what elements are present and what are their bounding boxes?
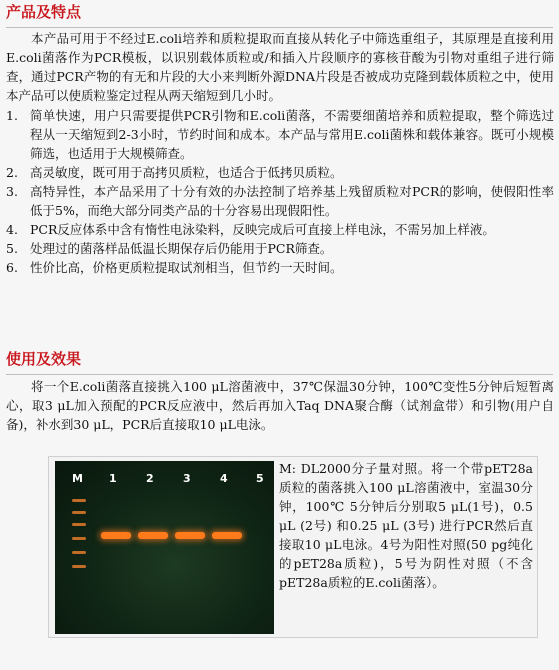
lane-label-3: 3 xyxy=(183,472,191,485)
gel-image xyxy=(55,461,274,634)
gel-caption: M: DL2000分子量对照。将一个带pET28a质粒的菌落挑入100 μL溶菌液中，室温30分钟，100℃ 5分钟后分别取5 μL(1号)，0.5 μL (2号) 和0.25 μL (3号) 进行PCR然后直接取10 μL电泳。4号为阳性对照(50 pg纯化的pET28a质粒)，5号为阴性对照（不含pET28a质粒的E.coli菌落）。 xyxy=(279,461,533,590)
feature-item xyxy=(6,106,554,163)
section-heading-usage: 使用及效果 xyxy=(6,350,82,368)
gel-figure-panel xyxy=(48,456,538,638)
feature-text: 处理过的菌落样品低温长期保存后仍能用于PCR筛查。 xyxy=(30,241,333,256)
pcr-band-lane-1 xyxy=(101,532,131,539)
feature-number: 4. xyxy=(6,222,18,237)
feature-item xyxy=(6,239,554,258)
feature-number: 1. xyxy=(6,108,18,123)
lane-label-4: 4 xyxy=(220,472,228,485)
ladder-band xyxy=(72,499,86,502)
feature-text: 高灵敏度，既可用于高拷贝质粒，也适合于低拷贝质粒。 xyxy=(30,165,343,180)
pcr-band-lane-4 xyxy=(212,532,242,539)
ladder-band xyxy=(72,537,86,540)
intro-paragraph: 本产品可用于不经过E.coli培养和质粒提取而直接从转化子中筛选重组子，其原理是直接利用E.coli菌落作为PCR模板，以识别载体质粒或/和插入片段顺序的寡核苷酸为引物对重组子进行筛查，通过PCR产物的有无和片段的大小来判断外源DNA片段是否被成功克隆到载体质粒之中，使用本产品可以使质粒鉴定过程从两天缩短到几小时。 xyxy=(6,31,554,103)
ladder-band xyxy=(72,523,86,526)
feature-item xyxy=(6,220,554,239)
feature-number: 3. xyxy=(6,184,18,199)
feature-number: 6. xyxy=(6,260,18,275)
heading-underline xyxy=(6,374,553,375)
lane-label-m: M xyxy=(72,472,83,485)
feature-text: 高特异性，本产品采用了十分有效的办法控制了培养基上残留质粒对PCR的影响，使假阳性率低于5%，而绝大部分同类产品的十分容易出现假阳性。 xyxy=(30,184,554,218)
feature-number: 2. xyxy=(6,165,18,180)
section-heading-features: 产品及特点 xyxy=(6,3,82,21)
feature-item xyxy=(6,258,554,277)
ladder-band xyxy=(72,565,86,568)
feature-item xyxy=(6,163,554,182)
pcr-band-lane-2 xyxy=(138,532,168,539)
pcr-band-lane-3 xyxy=(175,532,205,539)
feature-list xyxy=(6,106,554,277)
feature-item xyxy=(6,182,554,220)
feature-text: 性价比高，价格更质粒提取试剂相当，但节约一天时间。 xyxy=(30,260,343,275)
feature-text: PCR反应体系中含有惰性电泳染料，反映完成后可直接上样电泳，不需另加上样液。 xyxy=(30,222,495,237)
lane-label-5: 5 xyxy=(256,472,264,485)
usage-paragraph: 将一个E.coli菌落直接挑入100 μL溶菌液中，37℃保温30分钟，100℃变性5分钟后短暂离心，取3 μL加入预配的PCR反应液中，然后再加入Taq DNA聚合酶（试剂盒带）和引物(用户自备)，补水到30 μL，PCR后直接取10 μL电泳。 xyxy=(6,379,554,432)
lane-label-2: 2 xyxy=(146,472,154,485)
feature-text: 简单快速，用户只需要提供PCR引物和E.coli菌落，不需要细菌培养和质粒提取，整个筛选过程从一天缩短到2-3小时，节约时间和成本。本产品与常用E.coli菌株和载体兼容。既可小规模筛选，也适用于大规模筛查。 xyxy=(30,108,554,161)
lane-label-1: 1 xyxy=(109,472,117,485)
heading-underline xyxy=(6,27,553,28)
ladder-band xyxy=(72,511,86,514)
ladder-band xyxy=(72,551,86,554)
feature-number: 5. xyxy=(6,241,18,256)
